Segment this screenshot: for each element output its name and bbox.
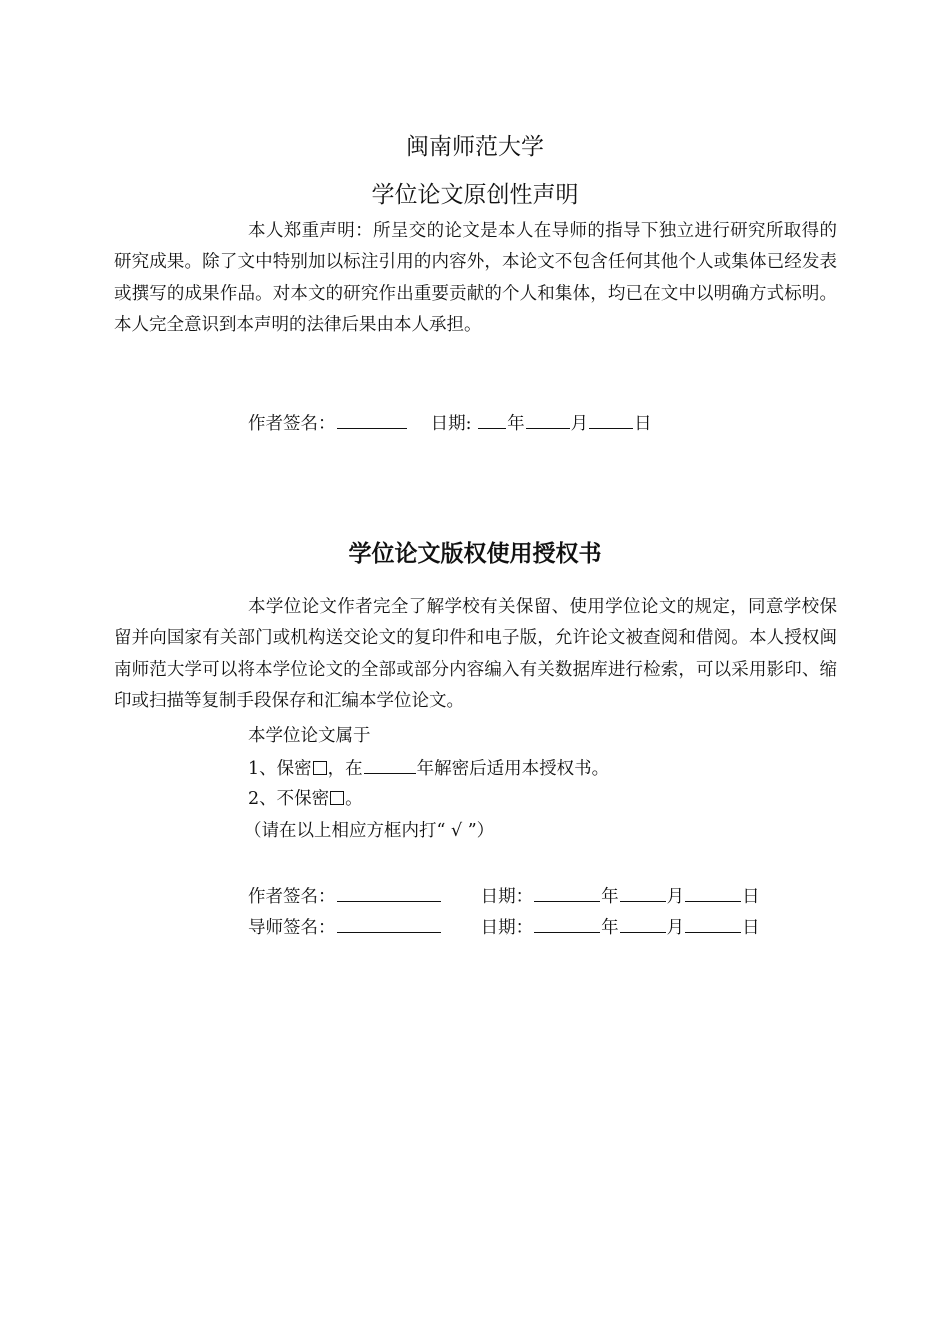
advisor-date-label: 日期： [480,918,534,938]
option2-prefix: 2、不保密 [248,789,330,809]
declassify-year-field[interactable] [364,755,416,774]
date-label: 日期: [430,414,472,434]
month-label: 月 [570,414,589,434]
authorization-paragraph: 本学位论文作者完全了解学校有关保留、使用学位论文的规定，同意学校保留并向国家有关部门或机构送交论文的复印件和电子版，允许论文被查阅和借阅。本人授权闽南师范大学可以将本学位论文的全部或部分内容编入有关数据库进行检索，可以采用影印、缩印或扫描等复制手段保存和汇编本学位论文。 [114,597,837,711]
auth-author-month-label: 月 [666,887,685,907]
advisor-year-field[interactable] [534,914,600,933]
university-name: 闽南师范大学 [406,134,544,160]
instruction-text: （请在以上相应方框内打“ √ ”） [244,821,495,841]
originality-signature-row [248,410,652,436]
nonconfidential-checkbox[interactable] [330,791,344,805]
day-label: 日 [634,414,652,434]
advisor-month-label: 月 [666,918,685,938]
authorization-title: 学位论文版权使用授权书 [348,541,602,567]
confidential-checkbox[interactable] [313,761,327,775]
auth-author-date-label: 日期： [480,887,534,907]
auth-author-sign-label: 作者签名： [248,887,336,907]
auth-author-signature-row [248,883,760,909]
option1-mid: ，在 [327,759,363,779]
advisor-sign-label: 导师签名： [248,918,336,938]
auth-author-day-field[interactable] [685,883,741,902]
day-field[interactable] [589,410,633,429]
advisor-month-field[interactable] [620,914,666,933]
auth-advisor-signature-row [248,914,760,940]
originality-title: 学位论文原创性声明 [371,182,579,208]
belongs-label: 本学位论文属于 [248,726,371,746]
option1-suffix: 年解密后适用本授权书。 [416,759,610,779]
month-field[interactable] [526,410,570,429]
year-label: 年 [507,414,525,434]
option-confidential [248,755,609,781]
option1-prefix: 1、保密 [248,759,312,779]
option2-suffix: 。 [345,789,363,809]
advisor-year-label: 年 [601,918,619,938]
option-nonconfidential [248,787,363,811]
originality-paragraph: 本人郑重声明：所呈交的论文是本人在导师的指导下独立进行研究所取得的研究成果。除了文中特别加以标注引用的内容外，本论文不包含任何其他个人或集体已经发表或撰写的成果作品。对本文的研究作出重要贡献的个人和集体，均已在文中以明确方式标明。本人完全意识到本声明的法律后果由本人承担。 [114,221,837,335]
advisor-day-field[interactable] [685,914,741,933]
auth-author-day-label: 日 [742,887,760,907]
author-sign-field[interactable] [337,410,407,429]
advisor-day-label: 日 [742,918,760,938]
author-sign-label: 作者签名： [248,414,336,434]
auth-author-year-field[interactable] [534,883,600,902]
auth-author-sign-field[interactable] [337,883,441,902]
year-field[interactable] [478,410,506,429]
auth-author-year-label: 年 [601,887,619,907]
auth-author-month-field[interactable] [620,883,666,902]
advisor-sign-field[interactable] [337,914,441,933]
